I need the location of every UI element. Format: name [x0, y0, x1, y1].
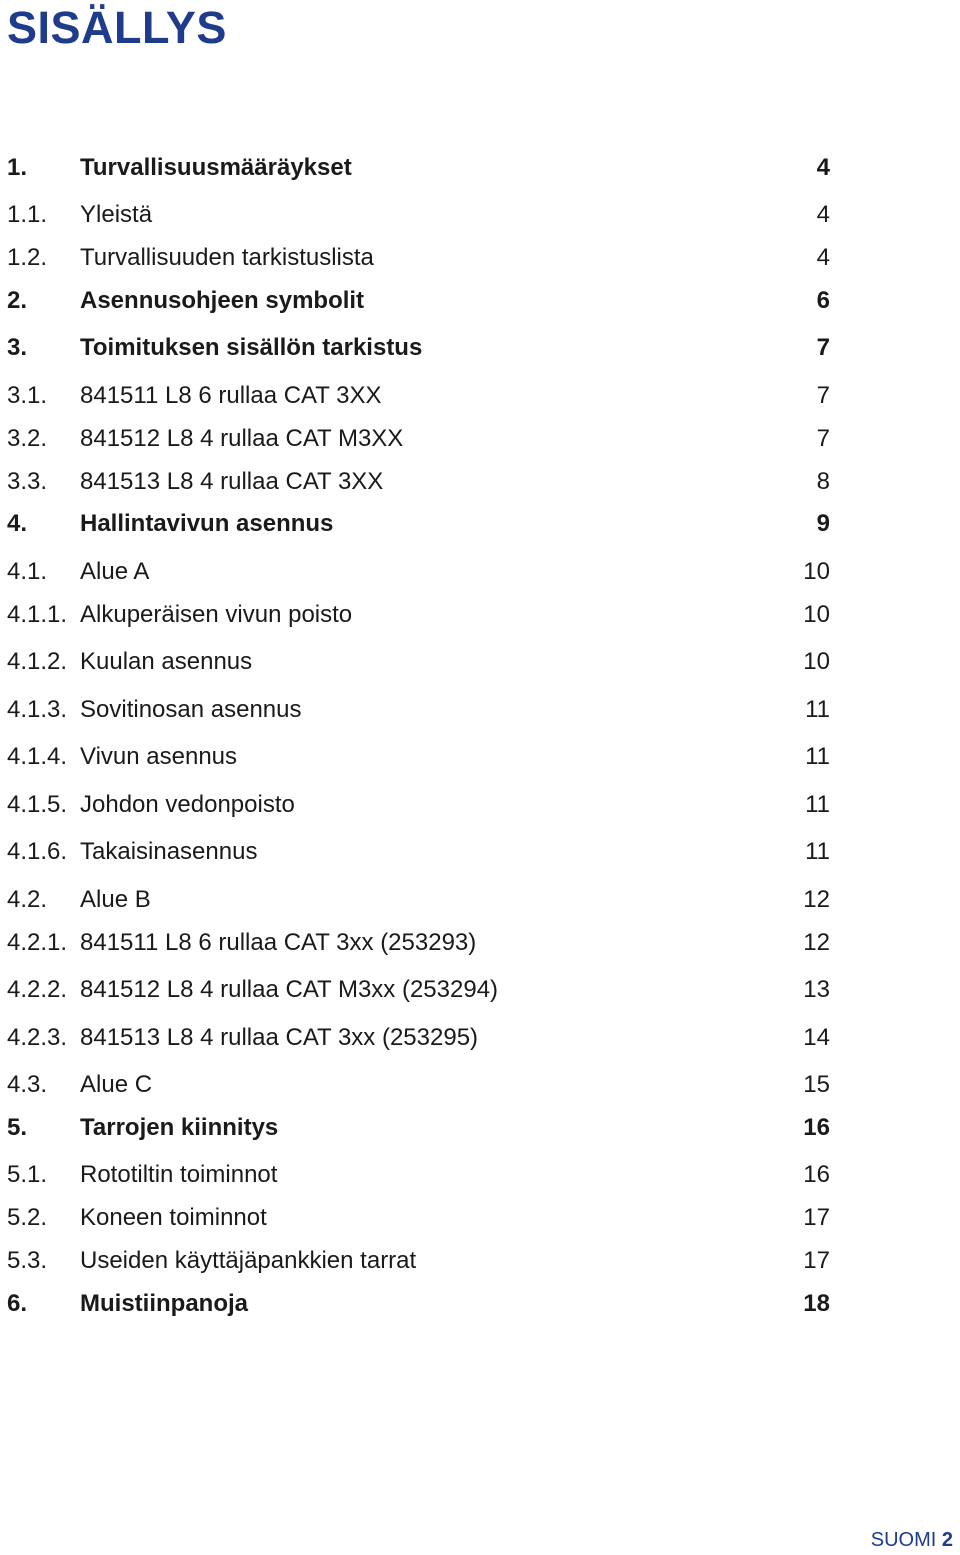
- toc-entry-title: 841513 L8 4 rullaa CAT 3xx (253295): [80, 1024, 479, 1051]
- toc-entry-number: 6.: [7, 1290, 28, 1317]
- toc-entry[interactable]: [0, 1201, 960, 1235]
- toc-entry-page: 7: [816, 425, 830, 452]
- toc-entry-page: 11: [805, 791, 830, 818]
- toc-entry[interactable]: [0, 331, 960, 365]
- toc-entry-page: 4: [816, 154, 830, 181]
- toc-entry-number: 1.1.: [7, 201, 48, 228]
- toc-entry-title: Alue A: [80, 558, 150, 585]
- toc-entry-page: 11: [805, 696, 830, 723]
- toc-entry[interactable]: [0, 835, 960, 869]
- toc-entry-number: 4.: [7, 510, 28, 537]
- toc-entry-page: 4: [816, 244, 830, 271]
- toc-entry-page: 10: [803, 601, 830, 628]
- toc-entry-title: 841512 L8 4 rullaa CAT M3xx (253294): [80, 976, 499, 1003]
- toc-entry-title: Turvallisuuden tarkistuslista: [80, 244, 374, 271]
- page-footer: [871, 1527, 953, 1553]
- toc-entry-number: 5.2.: [7, 1204, 48, 1231]
- toc-entry[interactable]: [0, 1068, 960, 1102]
- toc-entry-page: 7: [816, 334, 830, 361]
- toc-entry-page: 10: [803, 648, 830, 675]
- toc-entry-number: 4.3.: [7, 1071, 48, 1098]
- toc-entry-number: 5.1.: [7, 1161, 48, 1188]
- toc-entry-number: 4.2.3.: [7, 1024, 68, 1051]
- toc-entry[interactable]: [0, 379, 960, 413]
- toc-entry[interactable]: [0, 1158, 960, 1192]
- toc-entry-page: 16: [803, 1161, 830, 1188]
- toc-entry-page: 17: [803, 1204, 830, 1231]
- toc-entry-title: Turvallisuusmääräykset: [80, 154, 352, 181]
- toc-entry-number: 4.1.1.: [7, 601, 68, 628]
- toc-entry-title: Hallintavivun asennus: [80, 510, 334, 537]
- toc-entry[interactable]: [0, 284, 960, 318]
- toc-entry-title: Asennusohjeen symbolit: [80, 287, 365, 314]
- toc-entry-page: 12: [803, 929, 830, 956]
- toc-entry[interactable]: [0, 465, 960, 499]
- toc-entry-title: 841511 L8 6 rullaa CAT 3xx (253293): [80, 929, 477, 956]
- toc-entry[interactable]: [0, 788, 960, 822]
- toc-entry-number: 5.: [7, 1114, 28, 1141]
- toc-entry-title: Useiden käyttäjäpankkien tarrat: [80, 1247, 417, 1274]
- footer-language: SUOMI: [870, 1529, 937, 1551]
- toc-entry-title: Alue B: [80, 886, 151, 913]
- toc-entry-title: Toimituksen sisällön tarkistus: [80, 334, 423, 361]
- toc-entry-page: 16: [803, 1114, 830, 1141]
- toc-entry-page: 8: [816, 468, 830, 495]
- page-title: SISÄLLYS: [7, 2, 227, 53]
- toc-entry-number: 3.3.: [7, 468, 48, 495]
- toc-entry[interactable]: [0, 926, 960, 960]
- toc-entry-title: 841513 L8 4 rullaa CAT 3XX: [80, 468, 384, 495]
- toc-entry-number: 5.3.: [7, 1247, 48, 1274]
- toc-entry-number: 1.2.: [7, 244, 48, 271]
- toc-entry[interactable]: [0, 883, 960, 917]
- toc-entry[interactable]: [0, 645, 960, 679]
- toc-entry-number: 4.1.6.: [7, 838, 68, 865]
- toc-entry-title: Rototiltin toiminnot: [80, 1161, 278, 1188]
- toc-entry-page: 6: [816, 287, 830, 314]
- toc-entry-page: 18: [803, 1290, 830, 1317]
- toc-entry-title: 841512 L8 4 rullaa CAT M3XX: [80, 425, 404, 452]
- toc-entry-page: 9: [816, 510, 830, 537]
- toc-entry-page: 13: [803, 976, 830, 1003]
- toc-entry-number: 1.: [7, 154, 28, 181]
- toc-entry[interactable]: [0, 598, 960, 632]
- toc-entry-number: 4.1.3.: [7, 696, 68, 723]
- toc-entry-title: Johdon vedonpoisto: [80, 791, 295, 818]
- toc-entry[interactable]: [0, 693, 960, 727]
- toc-entry-number: 4.1.4.: [7, 743, 68, 770]
- toc-entry[interactable]: [0, 241, 960, 275]
- toc-entry-page: 10: [803, 558, 830, 585]
- toc-entry-title: Yleistä: [80, 201, 153, 228]
- toc-entry-number: 3.2.: [7, 425, 48, 452]
- toc-entry[interactable]: [0, 555, 960, 589]
- toc-entry-number: 4.1.2.: [7, 648, 68, 675]
- toc-entry-page: 11: [805, 743, 830, 770]
- toc-entry-page: 11: [805, 838, 830, 865]
- toc-entry-number: 4.1.: [7, 558, 48, 585]
- toc-entry[interactable]: [0, 740, 960, 774]
- toc-entry[interactable]: [0, 198, 960, 232]
- toc-entry-page: 7: [816, 382, 830, 409]
- toc-entry-page: 17: [803, 1247, 830, 1274]
- toc-entry-number: 4.2.2.: [7, 976, 68, 1003]
- toc-entry-title: Tarrojen kiinnitys: [80, 1114, 279, 1141]
- toc-entry-title: 841511 L8 6 rullaa CAT 3XX: [80, 382, 382, 409]
- toc-entry[interactable]: [0, 1287, 960, 1321]
- toc-entry-title: Kuulan asennus: [80, 648, 253, 675]
- toc-entry-title: Koneen toiminnot: [80, 1204, 267, 1231]
- toc-entry-title: Alue C: [80, 1071, 153, 1098]
- toc-entry[interactable]: [0, 1021, 960, 1055]
- toc-entry-number: 2.: [7, 287, 28, 314]
- toc-entry-title: Muistiinpanoja: [80, 1290, 248, 1317]
- toc-entry[interactable]: [0, 1244, 960, 1278]
- toc-entry-number: 3.1.: [7, 382, 48, 409]
- toc-entry[interactable]: [0, 151, 960, 185]
- toc-entry-page: 15: [803, 1071, 830, 1098]
- toc-entry-page: 14: [803, 1024, 830, 1051]
- footer-page-number: 2: [941, 1529, 953, 1551]
- toc-entry-title: Sovitinosan asennus: [80, 696, 302, 723]
- toc-entry[interactable]: [0, 973, 960, 1007]
- toc-entry[interactable]: [0, 507, 960, 541]
- toc-entry-number: 3.: [7, 334, 28, 361]
- toc-entry-title: Alkuperäisen vivun poisto: [80, 601, 353, 628]
- toc-entry-page: 12: [803, 886, 830, 913]
- toc-entry-number: 4.1.5.: [7, 791, 68, 818]
- toc-entry-page: 4: [816, 201, 830, 228]
- toc-entry[interactable]: [0, 422, 960, 456]
- toc-entry-number: 4.2.1.: [7, 929, 68, 956]
- toc-entry-title: Takaisinasennus: [80, 838, 258, 865]
- toc-entry[interactable]: [0, 1111, 960, 1145]
- toc-entry-title: Vivun asennus: [80, 743, 238, 770]
- toc-entry-number: 4.2.: [7, 886, 48, 913]
